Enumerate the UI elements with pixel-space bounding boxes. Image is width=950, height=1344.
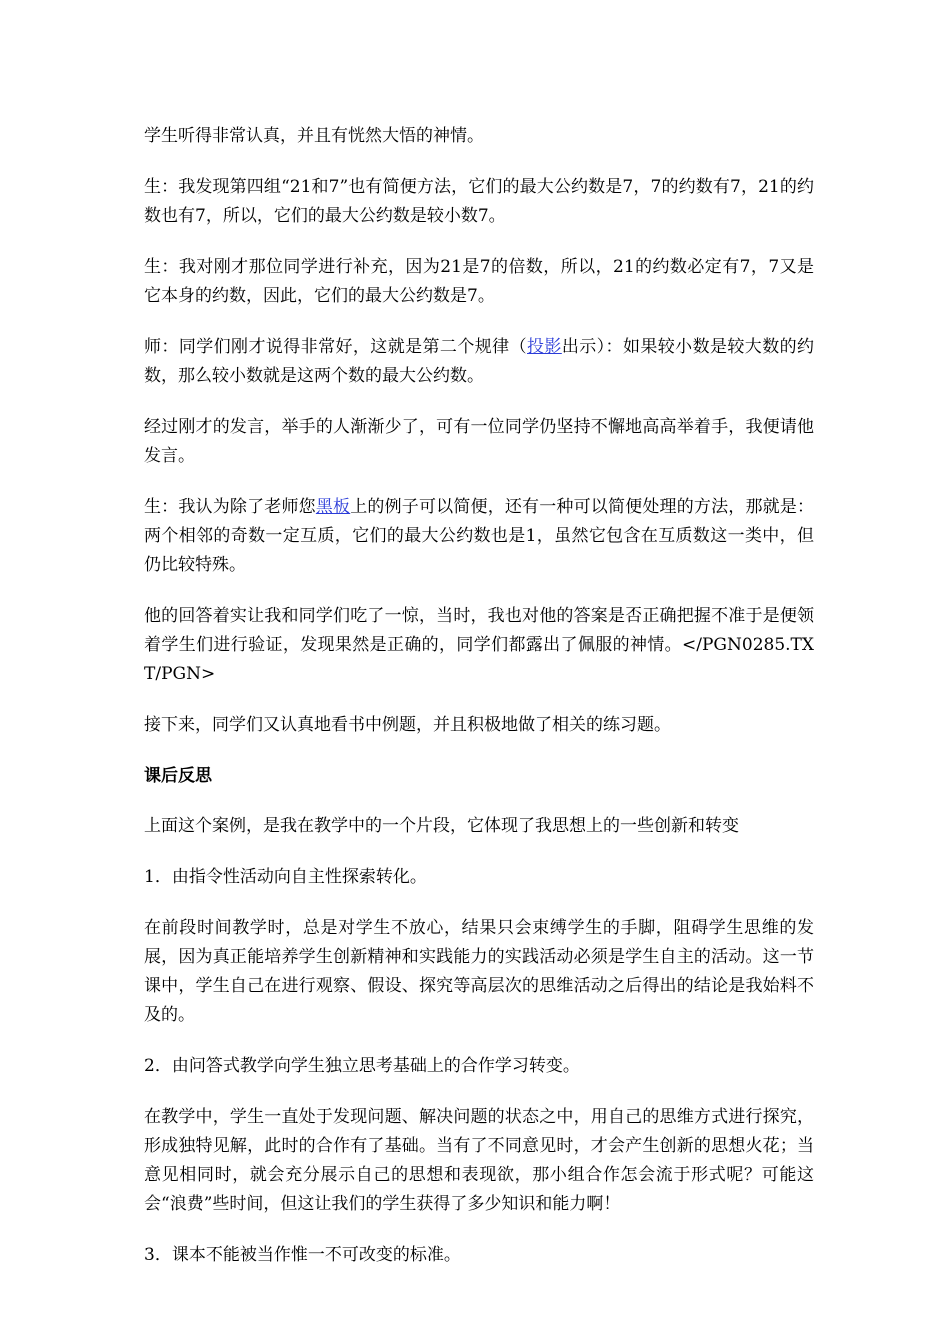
paragraph-fewer-hands: 经过刚才的发言，举手的人渐渐少了，可有一位同学仍坚持不懈地高高举着手，我便请他发言。 [144, 417, 814, 466]
paragraph-text: 生：我认为除了老师您 [144, 497, 316, 517]
paragraph-teacher-rule-two [144, 333, 814, 391]
paragraph-student-supplement: 生：我对刚才那位同学进行补充，因为21是7的倍数，所以，21的约数必定有7，7又是它本身的约数，因此，它们的最大公约数是7。 [144, 257, 814, 306]
paragraph-student-odd-numbers [144, 493, 814, 580]
paragraph-student-group-four: 生：我发现第四组“21和7”也有简便方法，它们的最大公约数是7，7的约数有7，21的约数也有7，所以，它们的最大公约数是较小数7。 [144, 177, 814, 226]
blackboard-link[interactable]: 黑板 [315, 497, 351, 517]
paragraph-exercises: 接下来，同学们又认真地看书中例题，并且积极地做了相关的练习题。 [144, 715, 671, 735]
list-item-point-one: 1．由指令性活动向自主性探索转化。 [144, 867, 427, 887]
paragraph-text: 出示）：如果较小数是较大数的约数，那么较小数就是这两个数的最大公约数。 [144, 337, 815, 386]
paragraph-students-listening: 学生听得非常认真，并且有恍然大悟的神情。 [144, 126, 484, 146]
paragraph-point-two-detail: 在教学中，学生一直处于发现问题、解决问题的状态之中，用自己的思维方式进行探究，形成独特见解，此时的合作有了基础。当有了不同意见时，才会产生创新的思想火花；当意见相同时，就会充分展示自己的思想和表现欲，那小组合作怎会流于形式呢？可能这会“浪费”些时间，但这让我们的学生获得了多少知识和能力啊！ [144, 1107, 814, 1214]
paragraph-text: 上的例子可以简便，还有一种可以简便处理的方法，那就是：两个相邻的奇数一定互质，它们的最大公约数也是1，虽然它包含在互质数这一类中，但仍比较特殊。 [144, 497, 815, 575]
list-item-point-two: 2．由问答式教学向学生独立思考基础上的合作学习转变。 [144, 1056, 580, 1076]
paragraph-text: 师：同学们刚才说得非常好，这就是第二个规律（ [144, 337, 527, 357]
document-body [144, 122, 814, 1292]
paragraph-point-one-detail: 在前段时间教学时，总是对学生不放心，结果只会束缚学生的手脚，阻碍学生思维的发展，因为真正能培养学生创新精神和实践能力的实践活动必须是学生自主的活动。这一节课中，学生自己在进行观察、假设、探究等高层次的思维活动之后得出的结论是我始料不及的。 [144, 918, 814, 1025]
paragraph-reflection-intro: 上面这个案例，是我在教学中的一个片段，它体现了我思想上的一些创新和转变 [144, 816, 739, 836]
section-heading-reflection: 课后反思 [144, 766, 212, 786]
paragraph-verification: 他的回答着实让我和同学们吃了一惊，当时，我也对他的答案是否正确把握不准于是便领着学生们进行验证，发现果然是正确的，同学们都露出了佩服的神情。</PGN0285.TXT/PGN> [144, 606, 814, 684]
projection-link[interactable]: 投影 [526, 337, 562, 357]
list-item-point-three: 3．课本不能被当作惟一不可改变的标准。 [144, 1245, 461, 1265]
